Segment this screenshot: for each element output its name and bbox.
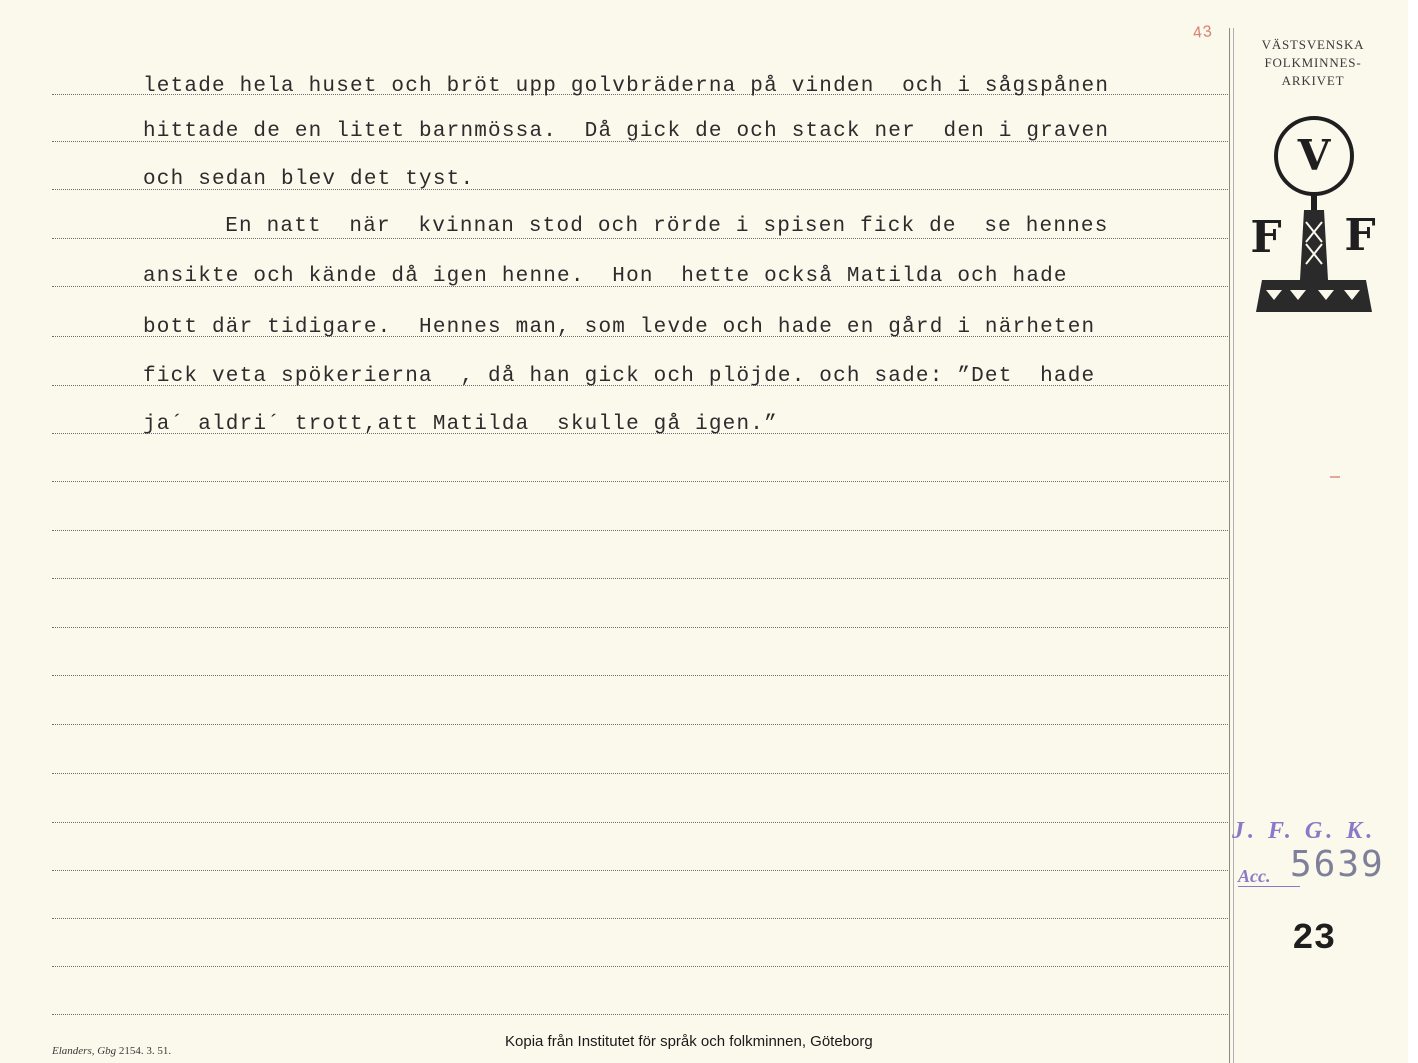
ruled-line — [52, 822, 1228, 823]
text-line-2: hittade de en litet barnmössa. Då gick de och stack ner den i graven — [143, 120, 1110, 143]
ruled-line — [52, 238, 1228, 239]
ruled-line — [52, 481, 1228, 482]
printer-code: 2154. 3. 51. — [118, 1045, 172, 1057]
archive-logo — [1246, 112, 1378, 322]
text-line-3: och sedan blev det tyst. — [143, 168, 475, 191]
stamp-acc-number: 5639 — [1290, 844, 1385, 885]
ruled-line — [52, 578, 1228, 579]
ruled-line — [52, 918, 1228, 919]
text-line-1: letade hela huset och bröt upp golvbräderna på vinden och i sågspånen — [143, 75, 1110, 98]
margin-mark — [1330, 476, 1340, 478]
text-line-6: bott där tidigare. Hennes man, som levde och hade en gård i närheten — [143, 316, 1096, 339]
text-line-4: En natt när kvinnan stod och rörde i spisen fick de se hennes — [170, 215, 1109, 238]
stamp-acc-label: Acc. — [1238, 866, 1271, 886]
text-line-7: fick veta spökerierna , då han gick och plöjde. och sade: ”Det hade — [143, 365, 1096, 388]
ruled-line — [52, 530, 1228, 531]
text-line-5: ansikte och kände då igen henne. Hon hette också Matilda och hade — [143, 265, 1068, 288]
ruled-line — [52, 627, 1228, 628]
footer-credit: Kopia från Institutet för språk och folkminnen, Göteborg — [505, 1033, 873, 1050]
page-edge — [1408, 0, 1418, 1063]
folio-mark: 43 — [1192, 23, 1214, 42]
logo-letter-f-right: F — [1344, 210, 1376, 261]
stamp-acc-underline — [1238, 886, 1300, 887]
printer-name: Elanders, Gbg — [52, 1045, 117, 1057]
archive-name-line-1: VÄSTSVENSKA — [1261, 37, 1365, 52]
printer-note — [52, 1045, 171, 1057]
page-number: 23 — [1292, 918, 1336, 959]
stamp-label: J. F. G. K. — [1232, 818, 1377, 844]
logo-letter-v: V — [1297, 131, 1331, 180]
ruled-line — [52, 724, 1228, 725]
margin-divider — [1229, 28, 1230, 1063]
ruled-line — [52, 675, 1228, 676]
ruled-line — [52, 773, 1228, 774]
text-line-8: ja´ aldri´ trott,att Matilda skulle gå igen.” — [143, 413, 778, 436]
ruled-line — [52, 870, 1228, 871]
ruled-line — [52, 1014, 1228, 1015]
archive-name-line-3: ARKIVET — [1281, 73, 1345, 88]
margin-divider-inner — [1233, 28, 1234, 1063]
archive-header — [1240, 36, 1386, 90]
logo-letter-f-left: F — [1250, 212, 1282, 263]
ruled-line — [52, 966, 1228, 967]
archive-name-line-2: FOLKMINNES- — [1264, 55, 1362, 70]
